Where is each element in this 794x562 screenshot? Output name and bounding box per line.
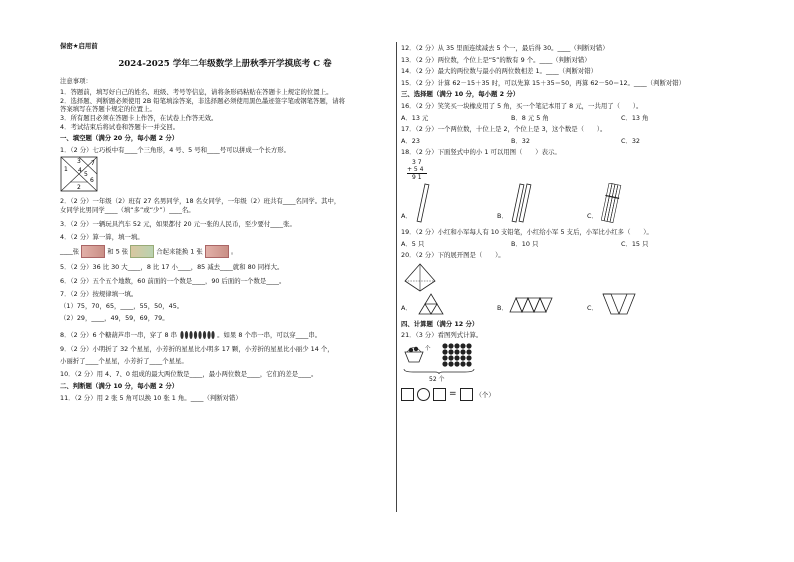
- basket-icon: [403, 344, 425, 364]
- notes-heading: 注意事项：: [60, 76, 92, 85]
- note-item: 2．选择题、判断题必须使用 2B 铅笔填涂答案，非选择题必须使用黑色墨迹签字笔或钢笔答题，请将: [60, 96, 345, 105]
- q4-text-d: 。: [230, 247, 238, 256]
- option-a: A．13 元: [401, 113, 429, 122]
- option-a: A．: [401, 303, 412, 312]
- option-b: B．32: [511, 136, 530, 145]
- question-20-figures: [401, 293, 733, 315]
- banknote-icon: [81, 245, 105, 258]
- tangram-label: 7: [91, 160, 95, 168]
- unit-label: （个）: [475, 390, 495, 399]
- question-7: 7．（2 分）按规律填一填。: [60, 290, 138, 299]
- stick-bundle-icon: [601, 183, 623, 223]
- note-item: 答案填写在答题卡规定的位置上。: [60, 105, 156, 114]
- candied-haws-icon: [179, 330, 215, 340]
- q8-text-b: 。如果 8 个串一串，可以穿____串。: [217, 331, 322, 340]
- question-7-1: （1）75，70，65，____，55，50，45。: [60, 302, 184, 310]
- question-4-money-row: [60, 245, 390, 259]
- small-count-label: 个: [425, 345, 431, 352]
- column-divider: [396, 42, 397, 512]
- note-item: 1．答题前，填写好自己的姓名、班级、考号等信息，请将条形码粘贴在答题卡上规定的位置上。: [60, 88, 333, 97]
- option-a: A．: [401, 211, 412, 220]
- note-item: 3．所有题目必须在答题卡上作答，在试卷上作答无效。: [60, 113, 218, 122]
- option-c: C．13 角: [621, 113, 649, 122]
- tangram-label: 6: [90, 177, 94, 185]
- option-a: A．23: [401, 136, 420, 145]
- question-7-2: （2）29，____，49，59，69，79。: [60, 313, 169, 322]
- option-a: A．5 只: [401, 239, 425, 248]
- net-option-a: [417, 293, 445, 315]
- question-20: 20．（2 分）下的展开图是（ ）。: [401, 251, 505, 260]
- section-calc-heading: 四、计算题（满分 12 分）: [401, 319, 479, 328]
- section-judge-heading: 二、判断题（满分 10 分，每小题 2 分）: [60, 381, 179, 390]
- tangram-label: 4: [78, 167, 82, 175]
- question-19-options: [401, 240, 733, 249]
- apple-group-icon: [441, 342, 473, 368]
- option-c: C．15 只: [621, 239, 649, 248]
- question-5: 5．（2 分）36 比 30 大____，8 比 17 小____，85 减去____就和 80 同样大。: [60, 263, 284, 272]
- tangram-label: 1: [64, 166, 68, 174]
- question-16: 16．（2 分）笑笑买一块橡皮用了 5 角，买一个笔记本用了 8 元，一共用了（ ）。: [401, 101, 643, 110]
- question-15: 15．（2 分）计算 62－15＋35 时，可以先算 15＋35＝50，再算 62－50＝12。____（判断对错）: [401, 78, 686, 87]
- banknote-icon: [205, 245, 229, 258]
- vertical-calc: [407, 159, 733, 181]
- option-b: B．: [497, 211, 508, 220]
- answer-box[interactable]: [401, 388, 414, 401]
- q4-text-b: 和 5 张: [107, 247, 129, 256]
- question-9b: 小丽折了____个星星，小芳折了____个星星。: [60, 356, 188, 365]
- two-sticks-icon: [511, 183, 533, 223]
- question-2a: 2．（2 分）一年级（2）班有 27 名男同学，18 名女同学，一年级（2）班共有____名同学。其中，: [60, 197, 341, 206]
- net-option-c: [601, 293, 637, 315]
- question-14: 14．（2 分）最大的两位数与最小的两位数相差 1。____（判断对错）: [401, 67, 598, 76]
- option-b: B．10 只: [511, 239, 539, 248]
- question-21: 21．（3 分）看图列式计算。: [401, 331, 483, 340]
- secret-label: 保密★启用前: [60, 42, 98, 50]
- single-stick-icon: [415, 183, 431, 223]
- calc-line: + 5 4: [407, 166, 427, 174]
- banknote-icon: [130, 245, 154, 258]
- question-12: 12．（2 分）从 35 里面连续减去 5 个一，最后得 30。____（判断对错）: [401, 44, 609, 52]
- section-choice-heading: 三、选择题（满分 10 分，每小题 2 分）: [401, 90, 520, 99]
- question-11: 11．（2 分）用 2 张 5 角可以换 10 张 1 角。____（判断对错）: [60, 393, 242, 402]
- tangram-label: 5: [84, 171, 88, 179]
- tangram-label: 2: [77, 184, 81, 192]
- answer-box[interactable]: [460, 388, 473, 401]
- question-9a: 9．（2 分）小明折了 32 个星星，小芳折的星星比小明多 17 颗，小芳折的星星比小丽少 14 个，: [60, 345, 334, 354]
- tetrahedron-figure: [403, 263, 437, 293]
- question-21-figure: [401, 342, 733, 382]
- calc-line: 3 7: [412, 158, 422, 166]
- question-10: 10．（2 分）用 4、7、0 组成的最大两位数是____，最小两位数是____，它们的差是____。: [60, 370, 318, 379]
- left-column: [60, 42, 390, 402]
- question-17: 17．（2 分）一个两位数，十位上是 2，个位上是 3，这个数是（ ）。: [401, 125, 607, 134]
- question-18: 18．（2 分）下面竖式中的小 1 可以用图（ ）表示。: [401, 148, 561, 157]
- note-item: 4．考试结束后将试卷和答题卡一并交回。: [60, 122, 180, 131]
- question-19: 19．（2 分）小红和小军每人有 10 支铅笔，小红给小军 5 支后，小军比小红多（ ）。: [401, 227, 653, 236]
- question-2b: 女同学比男同学____（填“多”或“少”）____名。: [60, 205, 195, 214]
- question-18-figures: [401, 181, 733, 225]
- option-b: B．8 元 5 角: [511, 113, 549, 122]
- option-c: C．: [587, 303, 598, 312]
- calc-line: 9 1: [412, 173, 422, 181]
- operator-circle[interactable]: [417, 388, 430, 401]
- question-17-options: [401, 137, 733, 146]
- q4-text-a: ____张: [60, 247, 80, 256]
- q8-text-a: 8．（2 分）6 个糖葫芦串一串，穿了 8 串: [60, 331, 178, 340]
- right-column: [401, 44, 733, 401]
- equals-sign: =: [449, 389, 457, 400]
- tangram-label: 3: [77, 158, 81, 166]
- net-option-b: [509, 297, 565, 313]
- question-4: 4．（2 分）算一算，填一填。: [60, 233, 144, 242]
- question-8: [60, 330, 390, 340]
- question-6: 6．（2 分）五个五个地数，60 前面的一个数是____，90 后面的一个数是____。: [60, 276, 286, 285]
- total-label: 52 个: [429, 375, 445, 383]
- question-1: 1．（2 分）七巧板中有____个三角形，4 号、5 号和____号可以拼成一个长方形。: [60, 145, 291, 154]
- q4-text-c: 合起来能换 1 张: [156, 247, 203, 256]
- section-fill-heading: 一、填空题（满分 20 分，每小题 2 分）: [60, 134, 179, 143]
- option-b: B．: [497, 303, 508, 312]
- question-3: 3．（2 分）一辆玩具汽车 52 元，如果都付 20 元一张的人民币，至少要付____张。: [60, 219, 296, 228]
- tangram-figure: [60, 156, 100, 192]
- question-16-options: [401, 114, 733, 123]
- question-13: 13．（2 分）两位数，个位上是“5”的数有 9 个。____（判断对错）: [401, 55, 591, 64]
- page-title: 2024-2025 学年二年级数学上册秋季开学摸底考 C 卷: [118, 58, 332, 69]
- answer-boxes: [401, 388, 733, 401]
- answer-box[interactable]: [433, 388, 446, 401]
- option-c: C．32: [621, 136, 640, 145]
- option-c: C．: [587, 211, 598, 220]
